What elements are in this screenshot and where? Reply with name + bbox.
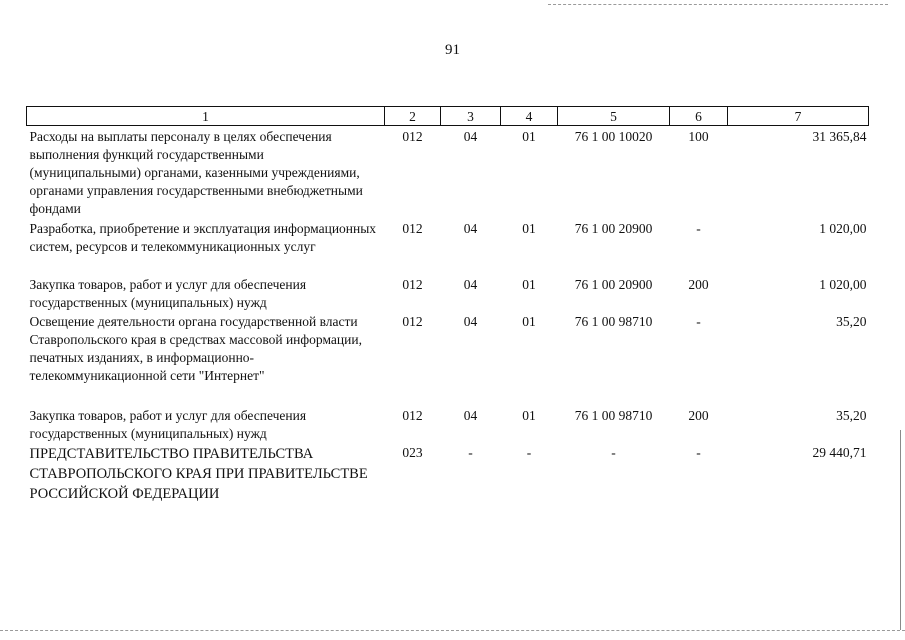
expense-type-code: - [696,221,701,236]
expense-type-code: - [696,314,701,329]
table-row [27,126,869,221]
amount: 35,20 [836,408,867,423]
ministry-code: 012 [402,314,423,329]
table-row [27,313,869,407]
row-name: Расходы на выплаты персоналу в целях обеспечения выполнения функций государственными (муниципальными) органами, казенными учреждениями, органами управления государственными внебюджетными фондами [29,129,363,216]
target-article-code: 76 1 00 20900 [574,221,653,236]
amount: 1 020,00 [819,221,867,236]
section-code: 04 [463,129,478,144]
target-article-code: 76 1 00 98710 [574,314,653,329]
target-article-code: 76 1 00 98710 [574,408,653,423]
table-row [27,444,869,504]
column-header-3: 3 [441,107,501,126]
column-header-7: 7 [728,107,869,126]
target-article-code: - [611,445,616,460]
amount: 35,20 [836,314,867,329]
row-name: ПРЕДСТАВИТЕЛЬСТВО ПРАВИТЕЛЬСТВА СТАВРОПОЛЬСКОГО КРАЯ ПРИ ПРАВИТЕЛЬСТВЕ РОССИЙСКОЙ ФЕДЕРАЦИИ [29,446,368,502]
subsection-code: 01 [522,314,536,329]
subsection-code: - [526,445,532,460]
column-header-6: 6 [670,107,728,126]
ministry-code: 012 [402,129,423,144]
table-row [27,220,869,276]
table-row [27,276,869,313]
scan-artifact-right-edge [900,430,901,630]
expense-type-code: 200 [688,408,709,423]
subsection-code: 01 [522,277,536,292]
scan-artifact-bottom-line [0,630,905,631]
budget-table-container [26,106,868,504]
budget-table [26,106,869,504]
section-code: - [468,445,473,460]
subsection-code: 01 [522,221,536,236]
row-name: Закупка товаров, работ и услуг для обеспечения государственных (муниципальных) нужд [29,277,307,310]
section-code: 04 [463,408,478,423]
section-code: 04 [463,314,478,329]
section-code: 04 [463,277,478,292]
expense-type-code: 100 [688,129,709,144]
column-number-header-row [27,107,869,126]
section-code: 04 [463,221,478,236]
subsection-code: 01 [522,408,536,423]
target-article-code: 76 1 00 10020 [574,129,653,144]
page-number: 91 [445,42,460,58]
ministry-code: 012 [402,221,423,236]
column-header-4: 4 [501,107,558,126]
table-row [27,407,869,444]
column-header-1: 1 [27,107,385,126]
row-name: Освещение деятельности органа государственной власти Ставропольского края в средствах массовой информации, печатных изданиях, в информационно-телекоммуникационной сети "Интернет" [29,314,362,383]
column-header-2: 2 [385,107,441,126]
amount: 1 020,00 [819,277,867,292]
expense-type-code: 200 [688,277,709,292]
ministry-code: 023 [402,445,423,460]
amount: 29 440,71 [812,445,867,460]
subsection-code: 01 [522,129,536,144]
expense-type-code: - [696,445,701,460]
target-article-code: 76 1 00 20900 [574,277,653,292]
scan-artifact-top-line [548,4,888,5]
ministry-code: 012 [402,277,423,292]
column-header-5: 5 [558,107,670,126]
amount: 31 365,84 [812,129,867,144]
row-name: Разработка, приобретение и эксплуатация информационных систем, ресурсов и телекоммуникационных услуг [29,221,377,254]
row-name: Закупка товаров, работ и услуг для обеспечения государственных (муниципальных) нужд [29,408,307,441]
ministry-code: 012 [402,408,423,423]
